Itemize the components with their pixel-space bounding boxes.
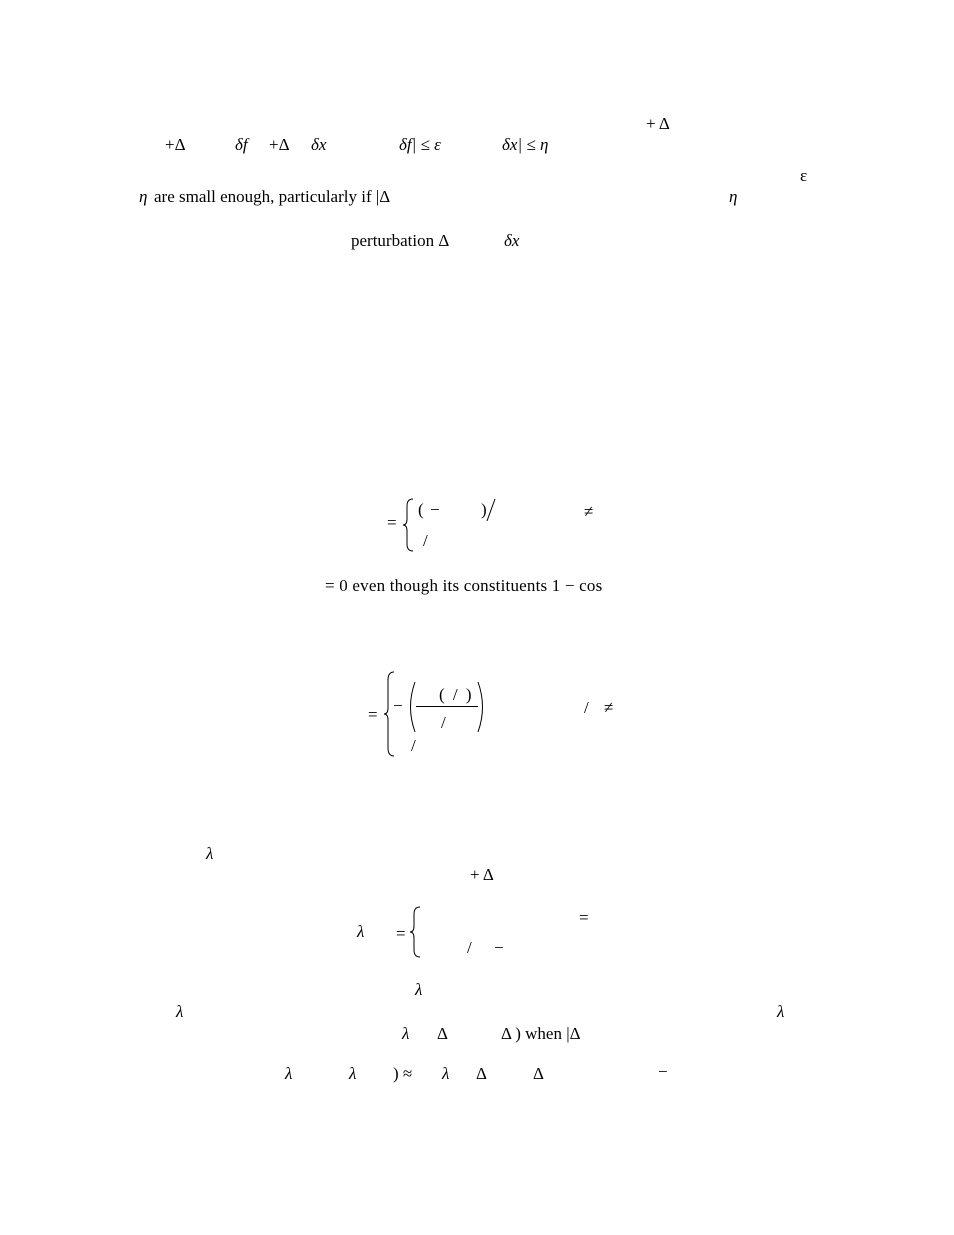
fraction-slash-icon — [485, 498, 497, 522]
left-paren-icon — [403, 680, 417, 734]
equals-sign: = — [387, 513, 397, 532]
lambda-text: λ — [176, 1002, 184, 1021]
eta-text: η — [729, 187, 738, 206]
body-text: perturbation Δ — [351, 231, 450, 250]
plus-delta-text: +Δ — [165, 135, 186, 154]
delta-text: Δ — [476, 1064, 487, 1083]
lambda-text: λ — [349, 1064, 357, 1083]
delta-f-text: δf — [235, 135, 248, 154]
slash-sign: / — [584, 698, 589, 717]
fraction-bar — [416, 706, 478, 707]
right-paren-icon — [476, 680, 490, 734]
epsilon-text: ε — [800, 166, 808, 185]
lambda-text: λ — [285, 1064, 293, 1083]
equals-sign: = — [368, 705, 378, 724]
slash-sign: / — [411, 736, 416, 755]
slash-sign: / — [467, 938, 472, 957]
minus-sign: − — [494, 938, 504, 957]
not-equal-sign: ≠ — [604, 698, 614, 717]
delta-x-text: δx — [311, 135, 327, 154]
delta-x-bound-text: δx| ≤ η — [502, 135, 549, 154]
plus-delta-text: + Δ — [470, 865, 494, 884]
lambda-text: λ — [206, 844, 214, 863]
left-brace-icon — [408, 905, 422, 959]
delta-f-bound-text: δf| ≤ ε — [399, 135, 441, 154]
delta-text: Δ — [437, 1024, 448, 1043]
equals-sign: = — [579, 908, 589, 927]
body-text: Δ ) when |Δ — [501, 1024, 581, 1043]
open-paren: ( — [418, 500, 424, 519]
plus-delta-text: + Δ — [646, 114, 670, 133]
lambda-text: λ — [415, 980, 423, 999]
delta-x-text: δx — [504, 231, 520, 250]
not-equal-sign: ≠ — [584, 502, 594, 521]
slash-sign: / — [423, 531, 428, 550]
lambda-text: λ — [402, 1024, 410, 1043]
plus-delta-text: +Δ — [269, 135, 290, 154]
body-text: = 0 even though its constituents 1 − cos — [325, 576, 603, 595]
minus-sign: − — [393, 696, 403, 715]
equals-sign: = — [396, 924, 406, 943]
minus-sign: − — [430, 500, 440, 519]
delta-text: Δ — [533, 1064, 544, 1083]
lambda-text: λ — [442, 1064, 450, 1083]
lambda-text: λ — [357, 922, 365, 941]
numerator-parens: ( / ) — [439, 685, 474, 704]
minus-sign: − — [658, 1062, 668, 1081]
approx-text: ) ≈ — [393, 1064, 413, 1083]
left-brace-icon — [401, 497, 415, 553]
close-paren: ) — [481, 500, 487, 519]
body-text: are small enough, particularly if |Δ — [154, 187, 391, 206]
lambda-text: λ — [777, 1002, 785, 1021]
eta-text: η — [139, 187, 148, 206]
denominator-slash: / — [441, 713, 446, 732]
